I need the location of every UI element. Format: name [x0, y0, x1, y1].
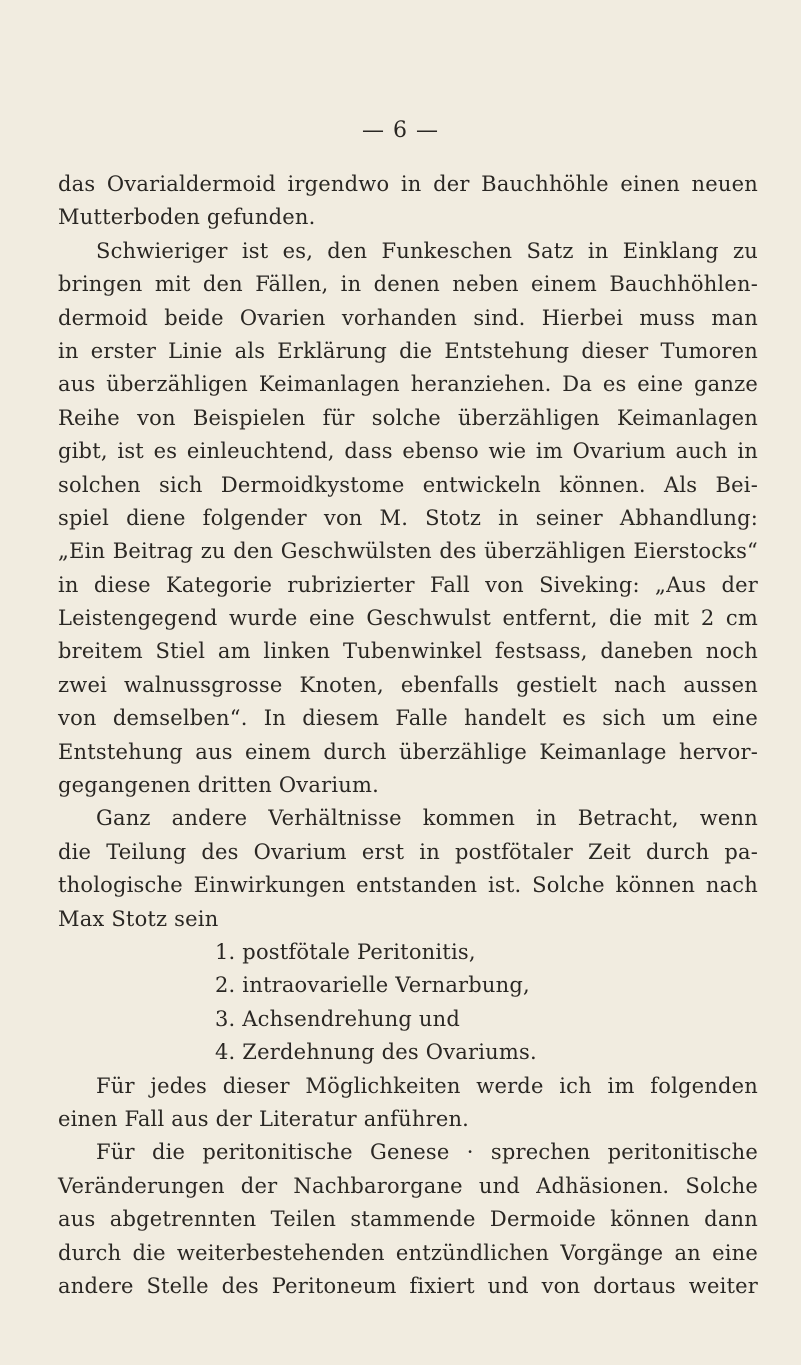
text-line: spiel diene folgender von M. Stotz in seiner Abhandlung:: [58, 505, 758, 530]
text-line: gibt, ist es einleuchtend, dass ebenso wie im Ovarium auch in: [58, 439, 758, 464]
list-item: 2. intraovarielle Vernarbung,: [215, 973, 530, 998]
text-line: dermoid beide Ovarien vorhanden sind. Hierbei muss man: [58, 305, 758, 330]
text-line: Reihe von Beispielen für solche überzähligen Keimanlagen: [58, 405, 758, 430]
text-line: thologische Einwirkungen entstanden ist. Solche können nach: [58, 873, 758, 898]
text-line: einen Fall aus der Literatur anführen.: [58, 1106, 470, 1131]
list-item: 3. Achsendrehung und: [215, 1006, 460, 1031]
text-line: das Ovarialdermoid irgendwo in der Bauchhöhle einen neuen: [58, 172, 758, 196]
text-line: aus überzähligen Keimanlagen heranziehen. Da es eine ganze: [58, 372, 758, 397]
text-line: Mutterboden gefunden.: [58, 205, 316, 230]
text-line: durch die weiterbestehenden entzündlichen Vorgänge an eine: [58, 1240, 758, 1265]
text-line: bringen mit den Fällen, in denen neben einem Bauchhöhlen-: [58, 272, 758, 297]
page-number: — 6 —: [362, 118, 439, 143]
text-line: zwei walnussgrosse Knoten, ebenfalls gestielt nach aussen: [58, 672, 758, 697]
text-line: gegangenen dritten Ovarium.: [58, 773, 379, 798]
text-line: Für die peritonitische Genese · sprechen peritonitische: [96, 1140, 758, 1165]
body-text: [58, 168, 758, 1303]
text-line: aus abgetrennten Teilen stammende Dermoide können dann: [58, 1207, 758, 1232]
text-line: in erster Linie als Erklärung die Entstehung dieser Tumoren: [58, 338, 758, 363]
text-line: die Teilung des Ovarium erst in postfötaler Zeit durch pa-: [58, 839, 758, 864]
text-line: Veränderungen der Nachbarorgane und Adhäsionen. Solche: [58, 1173, 758, 1198]
text-line: Max Stotz sein: [58, 906, 219, 931]
text-line: Schwieriger ist es, den Funkeschen Satz in Einklang zu: [96, 238, 758, 263]
list-item: 4. Zerdehnung des Ovariums.: [215, 1040, 537, 1065]
text-line: „Ein Beitrag zu den Geschwülsten des überzähligen Eierstocks“: [58, 539, 758, 564]
text-line: andere Stelle des Peritoneum fixiert und von dortaus weiter: [58, 1273, 758, 1298]
text-line: in diese Kategorie rubrizierter Fall von Siveking: „Aus der: [58, 572, 758, 597]
text-line: breitem Stiel am linken Tubenwinkel festsass, daneben noch: [58, 639, 758, 664]
text-line: Leistengegend wurde eine Geschwulst entfernt, die mit 2 cm: [58, 606, 758, 631]
list-item: 1. postfötale Peritonitis,: [215, 939, 476, 964]
text-line: von demselben“. In diesem Falle handelt es sich um eine: [58, 706, 758, 731]
text-line: Für jedes dieser Möglichkeiten werde ich im folgenden: [96, 1073, 758, 1098]
text-line: Entstehung aus einem durch überzählige Keimanlage hervor-: [58, 739, 758, 764]
text-line: solchen sich Dermoidkystome entwickeln können. Als Bei-: [58, 472, 758, 497]
text-line: Ganz andere Verhältnisse kommen in Betracht, wenn: [96, 806, 758, 831]
